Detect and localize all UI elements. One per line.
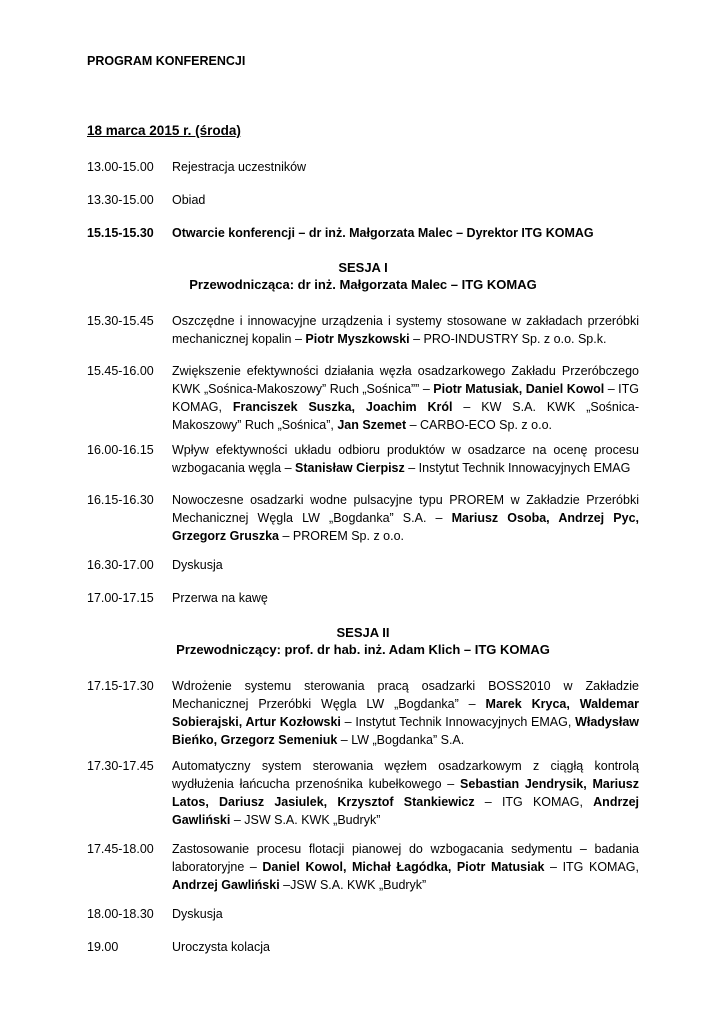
agenda-text-segment: – PROREM Sp. z o.o. xyxy=(278,529,405,543)
agenda-time: 16.00-16.15 xyxy=(87,443,154,457)
agenda-text-segment: – LW „Bogdanka” S.A. xyxy=(337,733,465,747)
agenda-time: 17.00-17.15 xyxy=(87,591,154,605)
agenda-time: 19.00 xyxy=(87,940,119,954)
agenda-time: 17.30-17.45 xyxy=(87,759,154,773)
speaker-names: Andrzej Gawliński xyxy=(172,795,639,827)
agenda-text-segment: – PRO-INDUSTRY Sp. z o.o. Sp.k. xyxy=(409,332,607,346)
agenda-time: 13.00-15.00 xyxy=(87,160,154,174)
agenda-text-segment: – CARBO-ECO Sp. z o.o. xyxy=(406,418,552,432)
agenda-text: Rejestracja uczestników xyxy=(172,160,307,174)
agenda-text-segment: Automatyczny system sterowania węzłem osadzarkowym z ciągłą kontrolą wydłużenia łańcucha przenośnika kubełkowego – xyxy=(172,759,639,791)
agenda-text-segment: – KW S.A. KWK „Sośnica-Makoszowy” Ruch „Sośnica”, xyxy=(172,400,640,432)
agenda-time: 17.15-17.30 xyxy=(87,679,154,693)
agenda-text-segment: Zwiększenie efektywności działania węzła osadzarkowego Zakładu Przeróbczego KWK „Sośnica-Makoszowy” Ruch „Sośnica”” – xyxy=(172,364,639,396)
page-title: PROGRAM KONFERENCJI xyxy=(87,54,246,68)
agenda-text: Otwarcie konferencji – dr inż. Małgorzata Malec – Dyrektor ITG KOMAG xyxy=(172,226,594,240)
agenda-text-segment: Dyskusja xyxy=(172,558,223,572)
speaker-names: Franciszek Suszka, Joachim Król xyxy=(232,400,453,414)
agenda-text-segment: Wpływ efektywności układu odbioru produktów w osadzarce na ocenę procesu wzbogacania węgla – xyxy=(172,443,639,475)
agenda-text xyxy=(172,840,639,894)
agenda-text-segment: –JSW S.A. KWK „Budryk” xyxy=(279,878,427,892)
agenda-text xyxy=(172,589,639,607)
speaker-names: Jan Szemet xyxy=(337,418,407,432)
agenda-text xyxy=(172,441,639,477)
speaker-names: Mariusz Osoba, Andrzej Pyc, Grzegorz Gruszka xyxy=(172,511,639,543)
session-1-title: SESJA I xyxy=(338,260,388,275)
speaker-names: Stanisław Cierpisz xyxy=(295,461,405,475)
speaker-names: Sebastian Jendrysik, Mariusz Latos, Dariusz Jasiulek, Krzysztof Stankiewicz xyxy=(172,777,639,809)
agenda-text-segment: – ITG KOMAG, xyxy=(544,860,639,874)
speaker-names: Andrzej Gawliński xyxy=(172,878,280,892)
agenda-text xyxy=(172,905,639,923)
session-2-chair: Przewodniczący: prof. dr hab. inż. Adam Klich – ITG KOMAG xyxy=(176,642,550,657)
agenda-time: 18.00-18.30 xyxy=(87,907,154,921)
agenda-time: 16.15-16.30 xyxy=(87,493,154,507)
agenda-time: 15.45-16.00 xyxy=(87,364,154,378)
agenda-text xyxy=(172,362,639,434)
agenda-text xyxy=(172,556,639,574)
agenda-text-segment: Dyskusja xyxy=(172,907,223,921)
speaker-names: Daniel Kowol, Michał Łagódka, Piotr Matusiak xyxy=(262,860,545,874)
speaker-names: Marek Kryca, Waldemar Sobierajski, Artur Kozłowski xyxy=(172,697,640,729)
agenda-text xyxy=(172,312,639,348)
agenda-text xyxy=(172,757,639,829)
speaker-names: Piotr Myszkowski xyxy=(305,332,410,346)
agenda-time: 15.30-15.45 xyxy=(87,314,154,328)
agenda-text-segment: Zastosowanie procesu flotacji pianowej do wzbogacania sedymentu – badania laboratoryjne – xyxy=(172,842,639,874)
agenda-text-segment: Przerwa na kawę xyxy=(172,591,268,605)
agenda-text-segment: Oszczędne i innowacyjne urządzenia i systemy stosowane w zakładach przeróbki mechanicznej kopalin – xyxy=(172,314,639,346)
agenda-text-segment: Uroczysta kolacja xyxy=(172,940,270,954)
agenda-time: 15.15-15.30 xyxy=(87,226,154,240)
agenda-text xyxy=(172,677,639,749)
speaker-names: Piotr Matusiak, Daniel Kowol xyxy=(433,382,605,396)
agenda-time: 13.30-15.00 xyxy=(87,193,154,207)
agenda-text-segment: Nowoczesne osadzarki wodne pulsacyjne typu PROREM w Zakładzie Przeróbki Mechanicznej Węgla LW „Bogdanka” S.A. – xyxy=(172,493,639,525)
agenda-text-segment: – ITG KOMAG, xyxy=(172,382,640,414)
agenda-text: Obiad xyxy=(172,193,206,207)
session-1-chair: Przewodnicząca: dr inż. Małgorzata Malec – ITG KOMAG xyxy=(189,277,537,292)
session-2-title: SESJA II xyxy=(336,625,390,640)
agenda-text-segment: Wdrożenie systemu sterowania pracą osadzarki BOSS2010 w Zakładzie Mechanicznej Przeróbki Węgla LW „Bogdanka” – xyxy=(172,679,639,711)
agenda-time: 17.45-18.00 xyxy=(87,842,154,856)
speaker-names: Władysław Bieńko, Grzegorz Semeniuk xyxy=(172,715,639,747)
agenda-text-segment: – Instytut Technik Innowacyjnych EMAG, xyxy=(340,715,576,729)
agenda-text-segment: – Instytut Technik Innowacyjnych EMAG xyxy=(404,461,631,475)
agenda-time: 16.30-17.00 xyxy=(87,558,154,572)
agenda-text-segment: – JSW S.A. KWK „Budryk” xyxy=(230,813,381,827)
agenda-text xyxy=(172,938,639,956)
agenda-text xyxy=(172,491,639,545)
agenda-text-segment: – ITG KOMAG, xyxy=(474,795,594,809)
conference-date: 18 marca 2015 r. (środa) xyxy=(87,123,241,138)
